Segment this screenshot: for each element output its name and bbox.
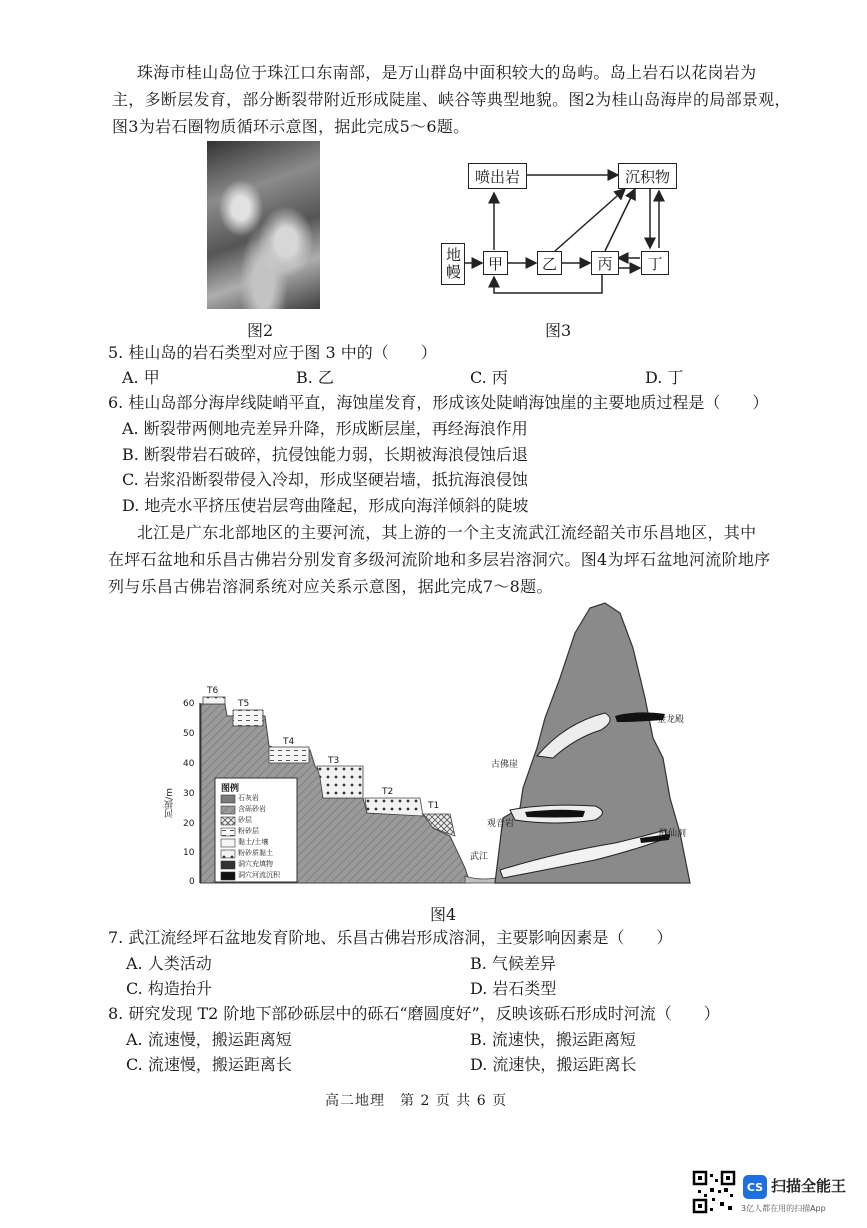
legend-item-4: 粉砂层 (238, 827, 259, 835)
node-chenjiwu: 沉积物 (618, 163, 677, 189)
y-axis-label: 河拔/m (165, 788, 175, 818)
q5-stem: 5. 桂山岛的岩石类型对应于图 3 中的（ ） (108, 343, 437, 362)
y-tick-40: 40 (183, 759, 195, 769)
q5-option-a: A. 甲 (122, 368, 160, 387)
fig2-caption: 图2 (247, 321, 274, 340)
legend-title: 图例 (221, 784, 240, 794)
y-tick-30: 30 (183, 789, 195, 799)
coastline-photo (207, 141, 320, 309)
camscanner-logo-icon: CS (743, 1175, 767, 1199)
legend-item-8: 洞穴河流沉积 (238, 871, 280, 879)
q7-option-b: B. 气候差异 (470, 954, 556, 973)
page-footer: 高二地理 第 2 页 共 6 页 (325, 1093, 508, 1109)
intro1-line3: 图3为岩石圈物质循环示意图，据此完成5～6题。 (112, 117, 470, 136)
q6-stem: 6. 桂山岛部分海岸线陡峭平直，海蚀崖发育，形成该处陡峭海蚀崖的主要地质过程是（ ） (108, 393, 769, 412)
terrace-t4: T4 (283, 737, 295, 747)
q8-stem: 8. 研究发现 T2 阶地下部砂砾层中的砾石“磨圆度好”，反映该砾石形成时河流（ ） (108, 1004, 720, 1023)
terrace-t6: T6 (207, 686, 219, 696)
y-tick-10: 10 (183, 848, 195, 858)
fig4-caption: 图4 (430, 905, 457, 924)
q7-option-a: A. 人类活动 (126, 954, 212, 973)
q5-option-c: C. 丙 (470, 368, 508, 387)
q7-stem: 7. 武江流经坪石盆地发育阶地、乐昌古佛岩形成溶洞，主要影响因素是（ ） (108, 928, 673, 947)
cave-gufoya: 古佛崖 (491, 760, 519, 770)
q8-option-d: D. 流速快，搬运距离长 (470, 1055, 637, 1074)
terrace-t3: T3 (328, 756, 340, 766)
cave-guanyinyan: 观音岩 (487, 819, 515, 829)
y-tick-50: 50 (183, 729, 195, 739)
terrace-t2: T2 (382, 787, 394, 797)
legend-item-2: 含砾砂岩 (238, 805, 266, 813)
terrace-t1: T1 (428, 801, 440, 811)
q6-option-d: D. 地壳水平挤压使岩层弯曲隆起，形成向海洋倾斜的陡坡 (122, 496, 529, 515)
q5-option-b: B. 乙 (296, 368, 334, 387)
q5-option-d: D. 丁 (645, 368, 684, 387)
q7-option-c: C. 构造抬升 (126, 979, 212, 998)
q8-option-b: B. 流速快，搬运距离短 (470, 1030, 636, 1049)
cave-zuixiandong: 醉仙洞 (659, 829, 687, 839)
river-label: 武江 (470, 852, 489, 862)
watermark-title: 扫描全能王 (771, 1177, 847, 1195)
node-penchuyan: 喷出岩 (468, 163, 527, 189)
watermark-subtitle: 3亿人都在用的扫描App (741, 1204, 826, 1213)
intro2-line2: 在坪石盆地和乐昌古佛岩分别发育多级河流阶地和多层岩溶洞穴。图4为坪石盆地河流阶地序 (108, 550, 771, 569)
intro2-line3: 列与乐昌古佛岩溶洞系统对应关系示意图，据此完成7～8题。 (108, 577, 553, 596)
y-tick-20: 20 (183, 819, 195, 829)
q6-option-a: A. 断裂带两侧地壳差异升降，形成断层崖，再经海浪作用 (122, 419, 528, 438)
intro2-line1: 北江是广东北部地区的主要河流，其上游的一个主支流武江流经韶关市乐昌地区，其中 (137, 523, 757, 542)
y-tick-0: 0 (189, 877, 195, 887)
legend-item-6: 粉砂质黏土 (238, 849, 273, 857)
legend-item-7: 洞穴充填物 (238, 860, 273, 868)
q8-option-a: A. 流速慢，搬运距离短 (126, 1030, 292, 1049)
q6-option-c: C. 岩浆沿断裂带侵入冷却，形成坚硬岩墙，抵抗海浪侵蚀 (122, 470, 528, 489)
legend-item-5: 黏土/土壤 (238, 838, 269, 846)
q8-option-c: C. 流速慢，搬运距离长 (126, 1055, 292, 1074)
terrace-cave-diagram (165, 598, 695, 898)
q6-option-b: B. 断裂带岩石破碎，抗侵蚀能力弱，长期被海浪侵蚀后退 (122, 445, 528, 464)
fig3-caption: 图3 (545, 321, 572, 340)
legend-item-1: 石灰岩 (238, 794, 259, 802)
terrace-t5: T5 (238, 699, 250, 709)
cave-jinlongdian: 金龙殿 (657, 715, 685, 725)
node-bing: 丙 (591, 251, 619, 275)
y-tick-60: 60 (183, 699, 195, 709)
rock-cycle-diagram (435, 155, 685, 305)
node-ding: 丁 (641, 251, 669, 275)
intro1-line1: 珠海市桂山岛位于珠江口东南部，是万山群岛中面积较大的岛屿。岛上岩石以花岗岩为 (137, 63, 757, 82)
node-yi: 乙 (537, 251, 562, 275)
node-jia: 甲 (483, 251, 508, 275)
node-diman: 地幔 (441, 243, 465, 285)
qr-code (692, 1170, 736, 1214)
legend-item-3: 砂层 (238, 816, 252, 824)
intro1-line2: 主，多断层发育，部分断裂带附近形成陡崖、峡谷等典型地貌。图2为桂山岛海岸的局部景观， (112, 90, 791, 109)
q7-option-d: D. 岩石类型 (470, 979, 557, 998)
